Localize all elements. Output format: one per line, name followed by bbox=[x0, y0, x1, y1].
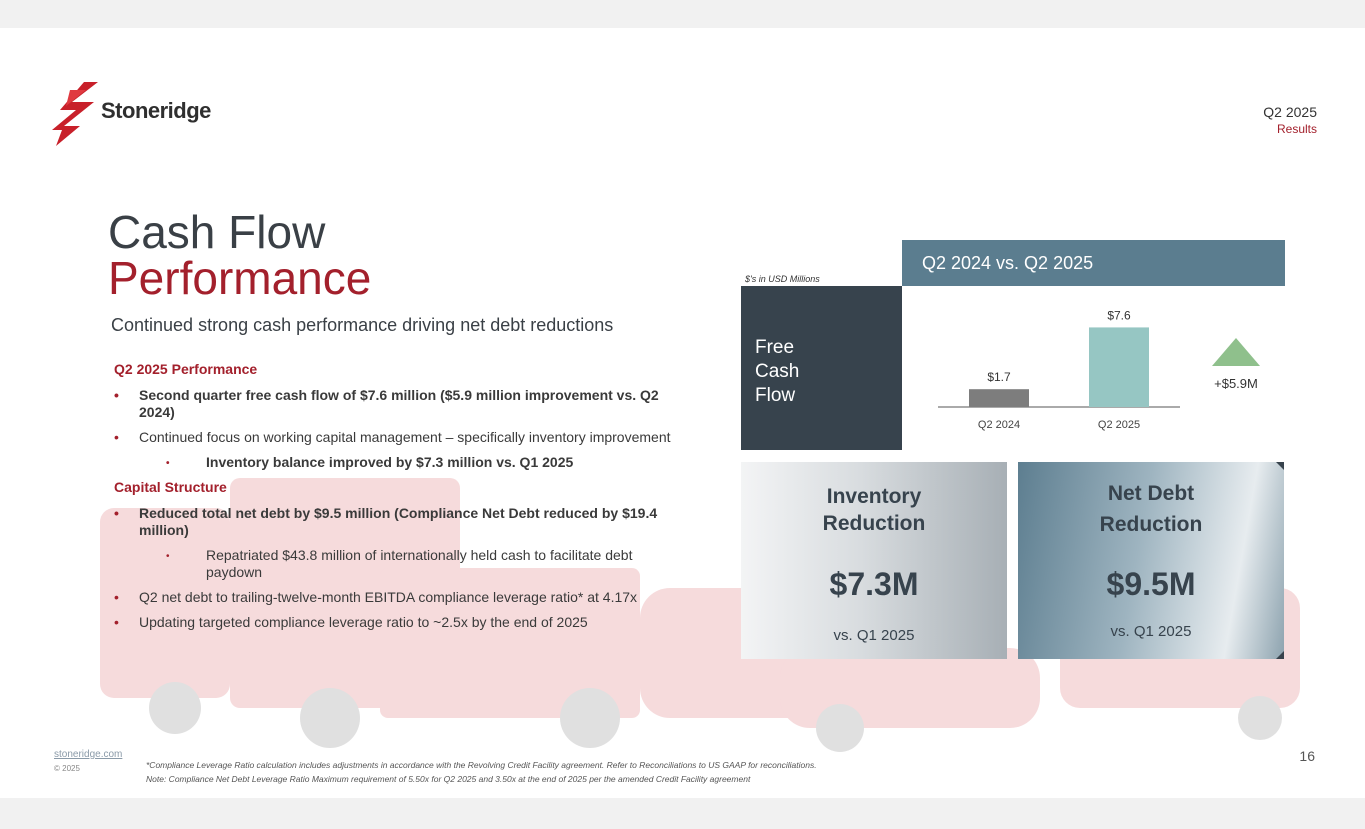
section-heading: Capital Structure bbox=[114, 479, 227, 495]
footnote-2: Note: Compliance Net Debt Leverage Ratio Maximum requirement of 5.50x for Q2 2025 and 3.50x at the end of 2025 per the amended Credit Facility agreement bbox=[146, 774, 751, 784]
website-link[interactable]: stoneridge.com bbox=[54, 749, 123, 760]
list-item bbox=[114, 429, 684, 446]
bullet-icon: • bbox=[114, 505, 119, 521]
inventory-card-title-2: Reduction bbox=[822, 512, 926, 535]
slide bbox=[0, 28, 1365, 798]
net-debt-card-title-2: Reduction bbox=[1099, 513, 1203, 536]
fcf-bar-chart bbox=[902, 286, 1285, 450]
sub-bullet-icon: • bbox=[166, 551, 170, 562]
net-debt-card-comparison: vs. Q1 2025 bbox=[1110, 623, 1192, 640]
period-label: Q2 2025 bbox=[1263, 104, 1317, 120]
results-label: Results bbox=[1276, 122, 1317, 136]
section-heading: Q2 2025 Performance bbox=[114, 361, 258, 377]
free-cash-flow-label: Free Cash Flow bbox=[741, 286, 902, 450]
page-title-line1: Cash Flow bbox=[108, 206, 326, 258]
bar-q2-2024 bbox=[969, 389, 1029, 407]
sub-list-item bbox=[114, 454, 684, 471]
brand-name: Stoneridge bbox=[101, 98, 211, 123]
sub-list-item bbox=[114, 547, 684, 581]
fcf-chart-area bbox=[902, 286, 1285, 450]
list-item bbox=[114, 614, 684, 631]
up-arrow-icon bbox=[1212, 338, 1260, 366]
inventory-card-comparison: vs. Q1 2025 bbox=[833, 627, 915, 644]
units-note: $'s in USD Millions bbox=[745, 274, 820, 284]
bullet-icon: • bbox=[114, 589, 119, 605]
bullet-icon: • bbox=[114, 429, 119, 445]
list-item-text: Reduced total net debt by $9.5 million (Compliance Net Debt reduced by $19.4 million) bbox=[139, 505, 658, 538]
page-subtitle: Continued strong cash performance driving net debt reductions bbox=[111, 315, 614, 335]
sub-bullet-icon: • bbox=[166, 458, 170, 469]
bullet-list bbox=[114, 361, 684, 639]
corner-accent bbox=[1276, 462, 1284, 470]
list-item-text: Q2 net debt to trailing-twelve-month EBITDA compliance leverage ratio* at 4.17x bbox=[139, 589, 638, 605]
list-item-text: Repatriated $43.8 million of internationally held cash to facilitate debt paydown bbox=[206, 547, 633, 580]
list-item-text: Updating targeted compliance leverage ratio to ~2.5x by the end of 2025 bbox=[139, 614, 588, 630]
inventory-card-value: $7.3M bbox=[829, 566, 919, 602]
list-item bbox=[114, 387, 684, 421]
net-debt-reduction-card bbox=[1018, 462, 1284, 659]
change-label: +$5.9M bbox=[1214, 376, 1258, 391]
x-tick-label: Q2 2024 bbox=[977, 419, 1021, 431]
list-item-text: Continued focus on working capital management – specifically inventory improvement bbox=[139, 429, 671, 445]
inventory-card-title-1: Inventory bbox=[826, 485, 922, 508]
inventory-reduction-card bbox=[741, 462, 1007, 659]
page-number: 16 bbox=[1299, 748, 1315, 764]
corner-accent bbox=[1276, 651, 1284, 659]
period-header bbox=[1263, 104, 1317, 136]
footnote-1: *Compliance Leverage Ratio calculation includes adjustments in accordance with the Revolving Credit Facility agreement. Refer to Reconciliations to US GAAP for reconciliations. bbox=[146, 760, 817, 770]
list-item bbox=[114, 589, 684, 606]
net-debt-card-value: $9.5M bbox=[1106, 566, 1196, 602]
bullet-icon: • bbox=[114, 614, 119, 630]
chart-header: Q2 2024 vs. Q2 2025 bbox=[902, 240, 1285, 286]
page-title-line2: Performance bbox=[108, 252, 372, 304]
bullet-icon: • bbox=[114, 387, 119, 403]
list-item-text: Second quarter free cash flow of $7.6 million ($5.9 million improvement vs. Q2 2024) bbox=[139, 387, 659, 420]
bar-value-label: $1.7 bbox=[987, 370, 1011, 385]
list-item bbox=[114, 505, 684, 539]
list-item-text: Inventory balance improved by $7.3 million vs. Q1 2025 bbox=[206, 454, 574, 470]
x-tick-label: Q2 2025 bbox=[1097, 419, 1141, 431]
bar-value-label: $7.6 bbox=[1107, 308, 1131, 323]
bar-q2-2025 bbox=[1089, 327, 1149, 407]
copyright: © 2025 bbox=[54, 764, 80, 773]
net-debt-card-title-1: Net Debt bbox=[1107, 482, 1195, 505]
